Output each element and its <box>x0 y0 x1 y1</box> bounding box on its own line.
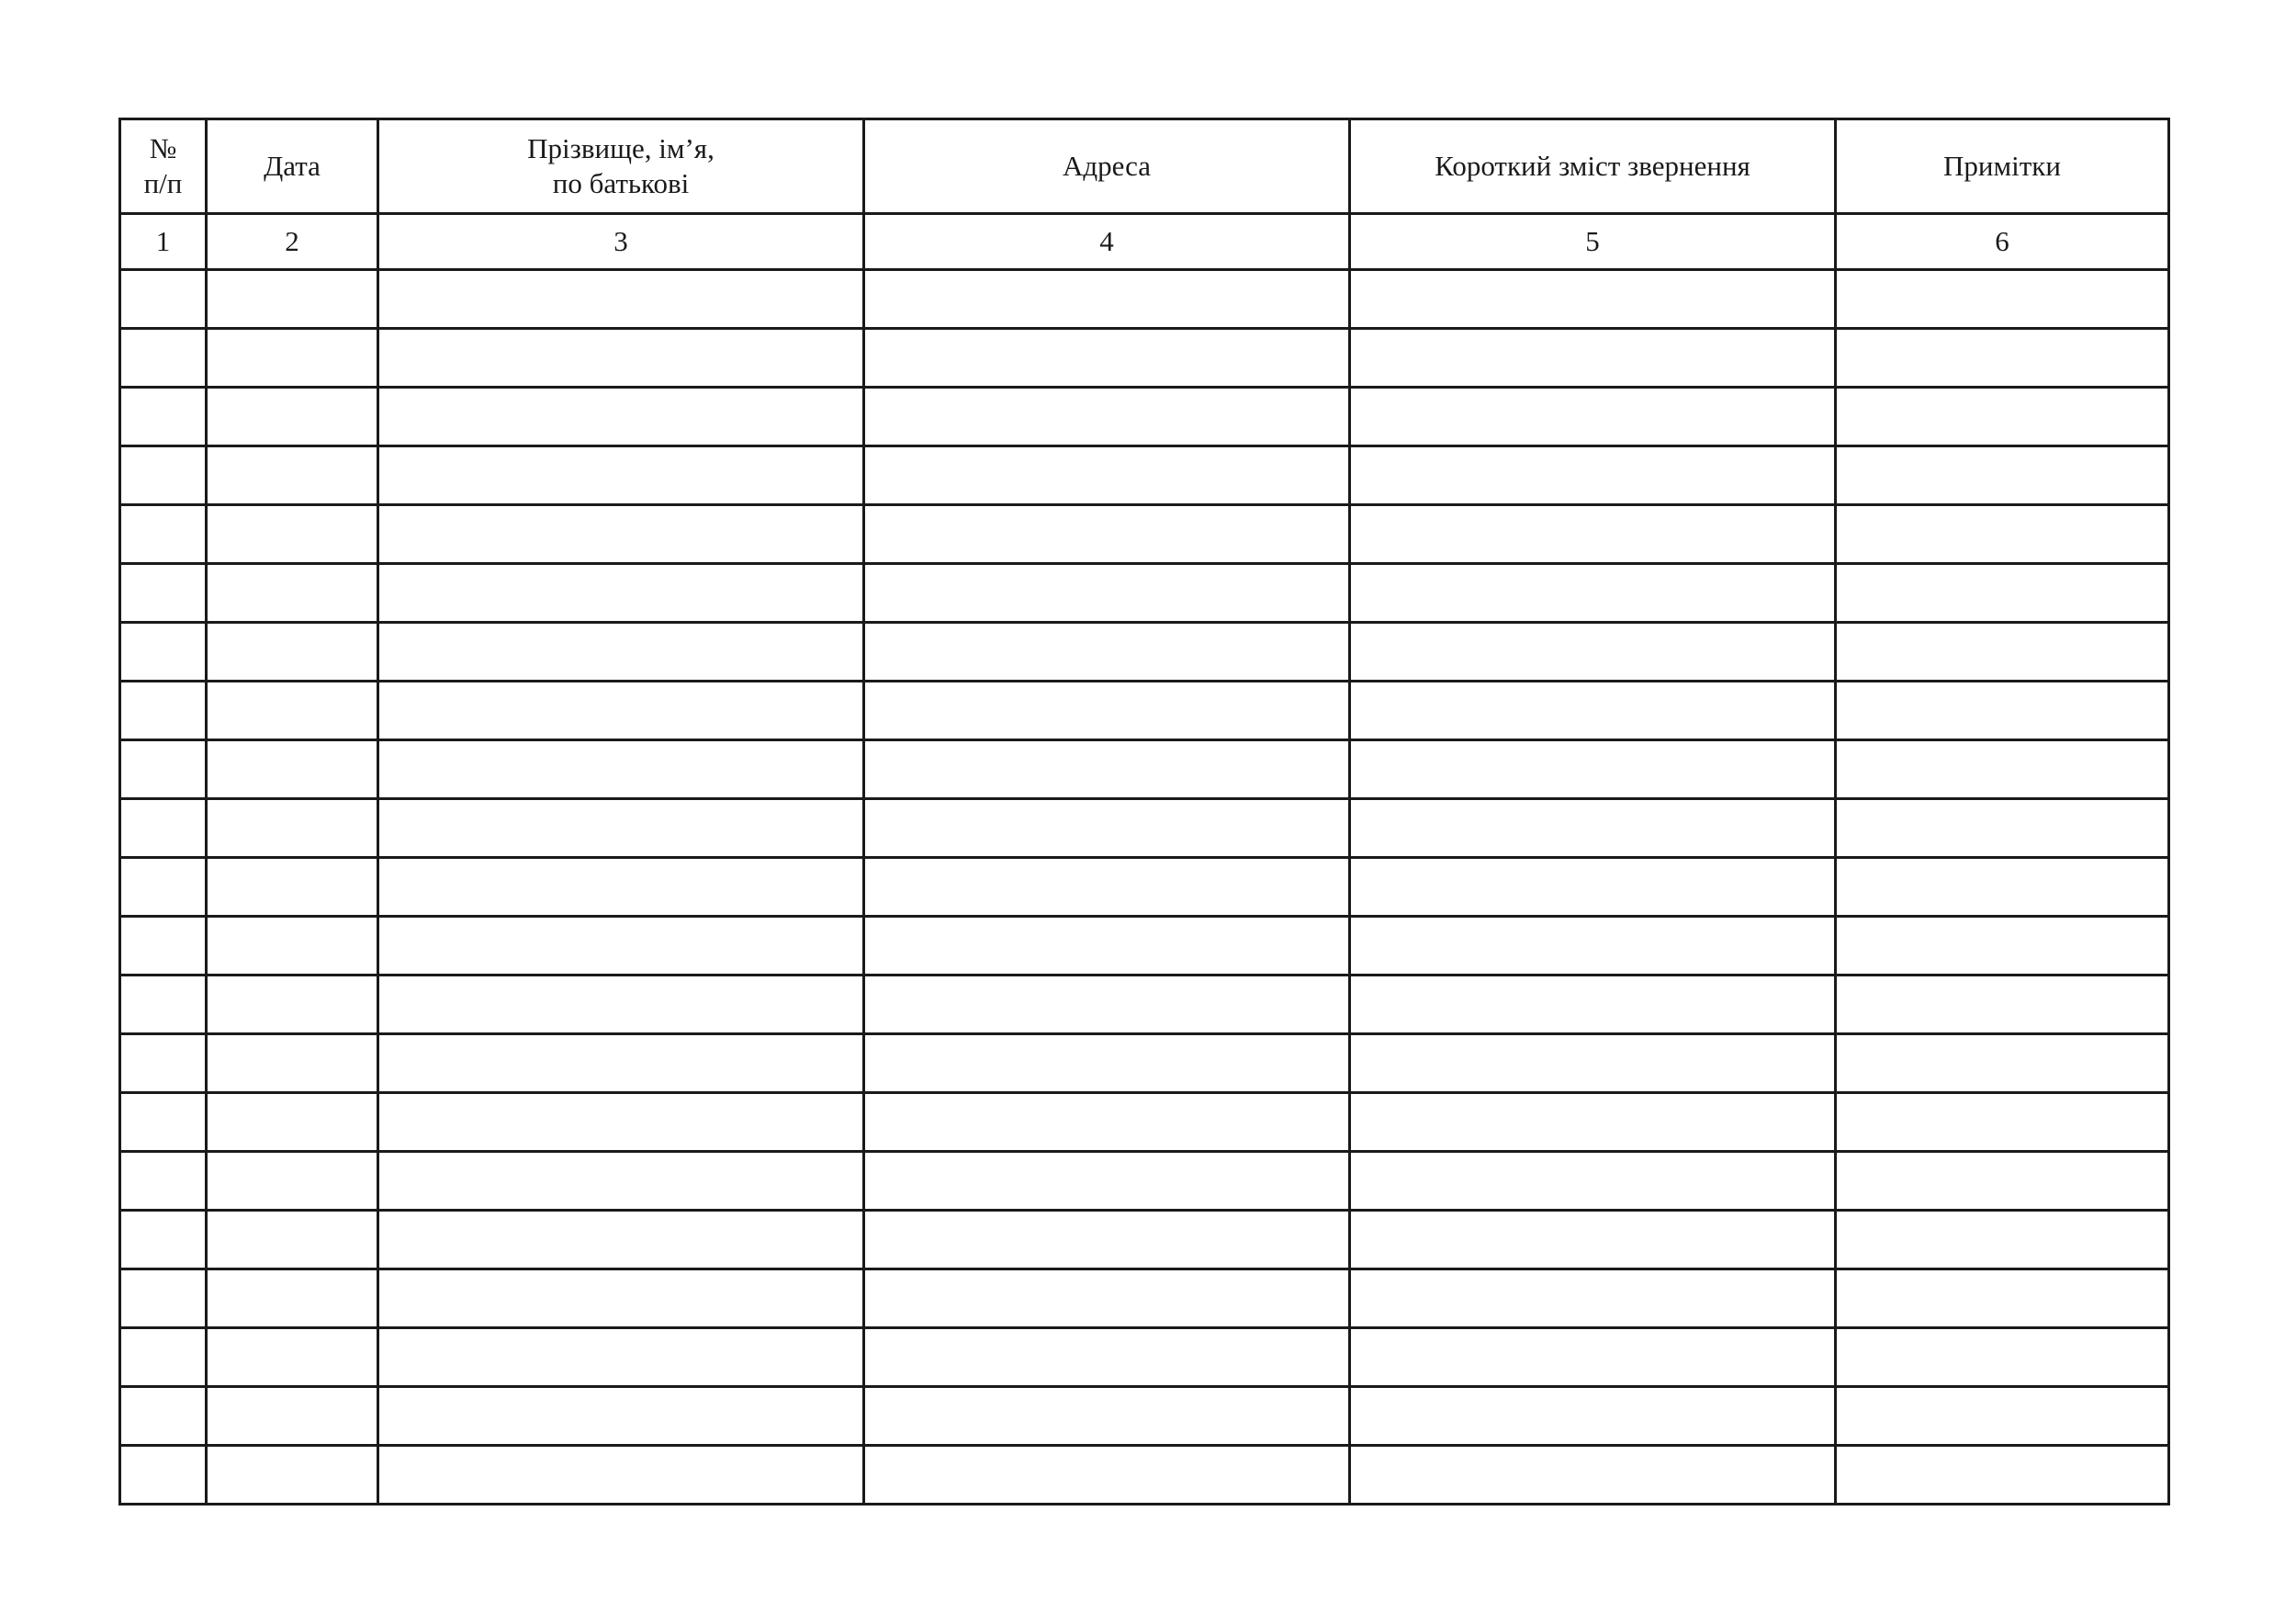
cell-full-name[interactable] <box>378 329 864 388</box>
cell-number[interactable] <box>120 388 207 446</box>
cell-summary[interactable] <box>1350 858 1836 917</box>
cell-date[interactable] <box>207 799 378 858</box>
cell-address[interactable] <box>864 1211 1350 1269</box>
cell-date[interactable] <box>207 1211 378 1269</box>
cell-full-name[interactable] <box>378 976 864 1034</box>
cell-summary[interactable] <box>1350 740 1836 799</box>
cell-number[interactable] <box>120 564 207 623</box>
cell-number[interactable] <box>120 976 207 1034</box>
table-row <box>120 1093 2169 1152</box>
cell-full-name[interactable] <box>378 799 864 858</box>
cell-address[interactable] <box>864 917 1350 976</box>
cell-notes[interactable] <box>1836 329 2169 388</box>
cell-full-name[interactable] <box>378 682 864 740</box>
cell-notes[interactable] <box>1836 1446 2169 1505</box>
cell-full-name[interactable] <box>378 1152 864 1211</box>
cell-address[interactable] <box>864 1034 1350 1093</box>
cell-full-name[interactable] <box>378 1328 864 1387</box>
cell-date[interactable] <box>207 976 378 1034</box>
header-full-name-line-2: по батькові <box>552 167 690 199</box>
cell-date[interactable] <box>207 1269 378 1328</box>
cell-date[interactable] <box>207 1152 378 1211</box>
cell-notes[interactable] <box>1836 623 2169 682</box>
cell-date[interactable] <box>207 1387 378 1446</box>
table-row <box>120 1328 2169 1387</box>
cell-summary[interactable] <box>1350 799 1836 858</box>
header-row <box>120 119 2169 214</box>
table-row <box>120 1446 2169 1505</box>
cell-notes[interactable] <box>1836 799 2169 858</box>
table-row <box>120 270 2169 329</box>
table-row <box>120 1211 2169 1269</box>
cell-address[interactable] <box>864 1446 1350 1505</box>
cell-date[interactable] <box>207 329 378 388</box>
cell-notes[interactable] <box>1836 388 2169 446</box>
cell-notes[interactable] <box>1836 858 2169 917</box>
register-body <box>120 270 2169 1505</box>
cell-number[interactable] <box>120 1446 207 1505</box>
cell-full-name[interactable] <box>378 858 864 917</box>
cell-notes[interactable] <box>1836 1152 2169 1211</box>
cell-summary[interactable] <box>1350 329 1836 388</box>
cell-number[interactable] <box>120 505 207 564</box>
table-row <box>120 329 2169 388</box>
cell-number[interactable] <box>120 329 207 388</box>
cell-summary[interactable] <box>1350 564 1836 623</box>
cell-number[interactable] <box>120 1269 207 1328</box>
cell-summary[interactable] <box>1350 1446 1836 1505</box>
cell-notes[interactable] <box>1836 1269 2169 1328</box>
cell-summary[interactable] <box>1350 1093 1836 1152</box>
cell-number[interactable] <box>120 1034 207 1093</box>
cell-number[interactable] <box>120 623 207 682</box>
cell-full-name[interactable] <box>378 270 864 329</box>
cell-notes[interactable] <box>1836 740 2169 799</box>
cell-summary[interactable] <box>1350 1152 1836 1211</box>
cell-full-name[interactable] <box>378 1211 864 1269</box>
cell-number[interactable] <box>120 858 207 917</box>
cell-address[interactable] <box>864 1152 1350 1211</box>
cell-full-name[interactable] <box>378 917 864 976</box>
cell-notes[interactable] <box>1836 682 2169 740</box>
cell-notes[interactable] <box>1836 1387 2169 1446</box>
cell-full-name[interactable] <box>378 1387 864 1446</box>
cell-number[interactable] <box>120 917 207 976</box>
cell-date[interactable] <box>207 1093 378 1152</box>
header-summary-label: Короткий зміст звернення <box>1435 150 1750 182</box>
cell-notes[interactable] <box>1836 976 2169 1034</box>
cell-date[interactable] <box>207 682 378 740</box>
cell-date[interactable] <box>207 388 378 446</box>
header-cell-notes <box>1836 119 2169 214</box>
header-cell-date <box>207 119 378 214</box>
cell-number[interactable] <box>120 1093 207 1152</box>
table-row <box>120 740 2169 799</box>
table-row <box>120 388 2169 446</box>
cell-summary[interactable] <box>1350 917 1836 976</box>
cell-address[interactable] <box>864 799 1350 858</box>
cell-summary[interactable] <box>1350 1034 1836 1093</box>
cell-number[interactable] <box>120 1211 207 1269</box>
cell-notes[interactable] <box>1836 564 2169 623</box>
cell-address[interactable] <box>864 682 1350 740</box>
table-row <box>120 976 2169 1034</box>
cell-date[interactable] <box>207 623 378 682</box>
cell-full-name[interactable] <box>378 1034 864 1093</box>
cell-summary[interactable] <box>1350 505 1836 564</box>
header-cell-full-name <box>378 119 864 214</box>
header-cell-address <box>864 119 1350 214</box>
cell-summary[interactable] <box>1350 446 1836 505</box>
cell-address[interactable] <box>864 858 1350 917</box>
cell-number[interactable] <box>120 446 207 505</box>
cell-address[interactable] <box>864 564 1350 623</box>
cell-full-name[interactable] <box>378 564 864 623</box>
cell-summary[interactable] <box>1350 682 1836 740</box>
cell-notes[interactable] <box>1836 505 2169 564</box>
cell-address[interactable] <box>864 270 1350 329</box>
cell-address[interactable] <box>864 1269 1350 1328</box>
table-row <box>120 446 2169 505</box>
cell-number[interactable] <box>120 682 207 740</box>
column-number-row <box>120 214 2169 270</box>
table-row <box>120 682 2169 740</box>
header-full-name-line-1: Прізвище, ім’я, <box>527 132 715 164</box>
cell-full-name[interactable] <box>378 1446 864 1505</box>
cell-notes[interactable] <box>1836 1093 2169 1152</box>
appeals-register-table <box>118 118 2170 1506</box>
header-address-label: Адреса <box>1062 150 1152 182</box>
cell-full-name[interactable] <box>378 1269 864 1328</box>
cell-number[interactable] <box>120 1152 207 1211</box>
cell-summary[interactable] <box>1350 270 1836 329</box>
table-row <box>120 505 2169 564</box>
cell-summary[interactable] <box>1350 1269 1836 1328</box>
header-date-label: Дата <box>264 150 321 182</box>
column-number-6: 6 <box>1836 214 2169 270</box>
cell-number[interactable] <box>120 1387 207 1446</box>
cell-summary[interactable] <box>1350 623 1836 682</box>
cell-address[interactable] <box>864 976 1350 1034</box>
cell-full-name[interactable] <box>378 623 864 682</box>
cell-number[interactable] <box>120 1328 207 1387</box>
cell-notes[interactable] <box>1836 1328 2169 1387</box>
cell-date[interactable] <box>207 1328 378 1387</box>
table-row <box>120 1034 2169 1093</box>
cell-date[interactable] <box>207 1034 378 1093</box>
table-row <box>120 564 2169 623</box>
header-cell-summary <box>1350 119 1836 214</box>
table-row <box>120 858 2169 917</box>
cell-summary[interactable] <box>1350 1211 1836 1269</box>
cell-address[interactable] <box>864 329 1350 388</box>
column-number-4: 4 <box>864 214 1350 270</box>
header-number-line-2: п/п <box>143 167 183 199</box>
cell-summary[interactable] <box>1350 976 1836 1034</box>
table-row <box>120 799 2169 858</box>
column-number-3: 3 <box>378 214 864 270</box>
cell-address[interactable] <box>864 1328 1350 1387</box>
cell-date[interactable] <box>207 505 378 564</box>
header-number-line-1: № <box>149 132 177 164</box>
cell-full-name[interactable] <box>378 1093 864 1152</box>
cell-date[interactable] <box>207 270 378 329</box>
cell-date[interactable] <box>207 564 378 623</box>
register-sheet <box>118 118 2167 1506</box>
cell-date[interactable] <box>207 917 378 976</box>
cell-address[interactable] <box>864 1387 1350 1446</box>
cell-address[interactable] <box>864 623 1350 682</box>
cell-address[interactable] <box>864 505 1350 564</box>
cell-summary[interactable] <box>1350 1387 1836 1446</box>
cell-address[interactable] <box>864 740 1350 799</box>
table-row <box>120 623 2169 682</box>
column-number-1: 1 <box>120 214 207 270</box>
header-cell-number <box>120 119 207 214</box>
column-number-2: 2 <box>207 214 378 270</box>
cell-notes[interactable] <box>1836 446 2169 505</box>
cell-notes[interactable] <box>1836 1034 2169 1093</box>
column-number-5: 5 <box>1350 214 1836 270</box>
cell-date[interactable] <box>207 446 378 505</box>
table-row <box>120 1152 2169 1211</box>
cell-full-name[interactable] <box>378 388 864 446</box>
cell-summary[interactable] <box>1350 388 1836 446</box>
cell-date[interactable] <box>207 858 378 917</box>
cell-notes[interactable] <box>1836 917 2169 976</box>
cell-notes[interactable] <box>1836 1211 2169 1269</box>
cell-full-name[interactable] <box>378 446 864 505</box>
cell-notes[interactable] <box>1836 270 2169 329</box>
table-row <box>120 1387 2169 1446</box>
cell-date[interactable] <box>207 1446 378 1505</box>
cell-summary[interactable] <box>1350 1328 1836 1387</box>
cell-address[interactable] <box>864 446 1350 505</box>
cell-address[interactable] <box>864 388 1350 446</box>
table-row <box>120 1269 2169 1328</box>
cell-number[interactable] <box>120 740 207 799</box>
cell-number[interactable] <box>120 799 207 858</box>
cell-full-name[interactable] <box>378 740 864 799</box>
cell-number[interactable] <box>120 270 207 329</box>
header-notes-label: Примітки <box>1943 150 2061 182</box>
cell-date[interactable] <box>207 740 378 799</box>
cell-address[interactable] <box>864 1093 1350 1152</box>
cell-full-name[interactable] <box>378 505 864 564</box>
table-row <box>120 917 2169 976</box>
